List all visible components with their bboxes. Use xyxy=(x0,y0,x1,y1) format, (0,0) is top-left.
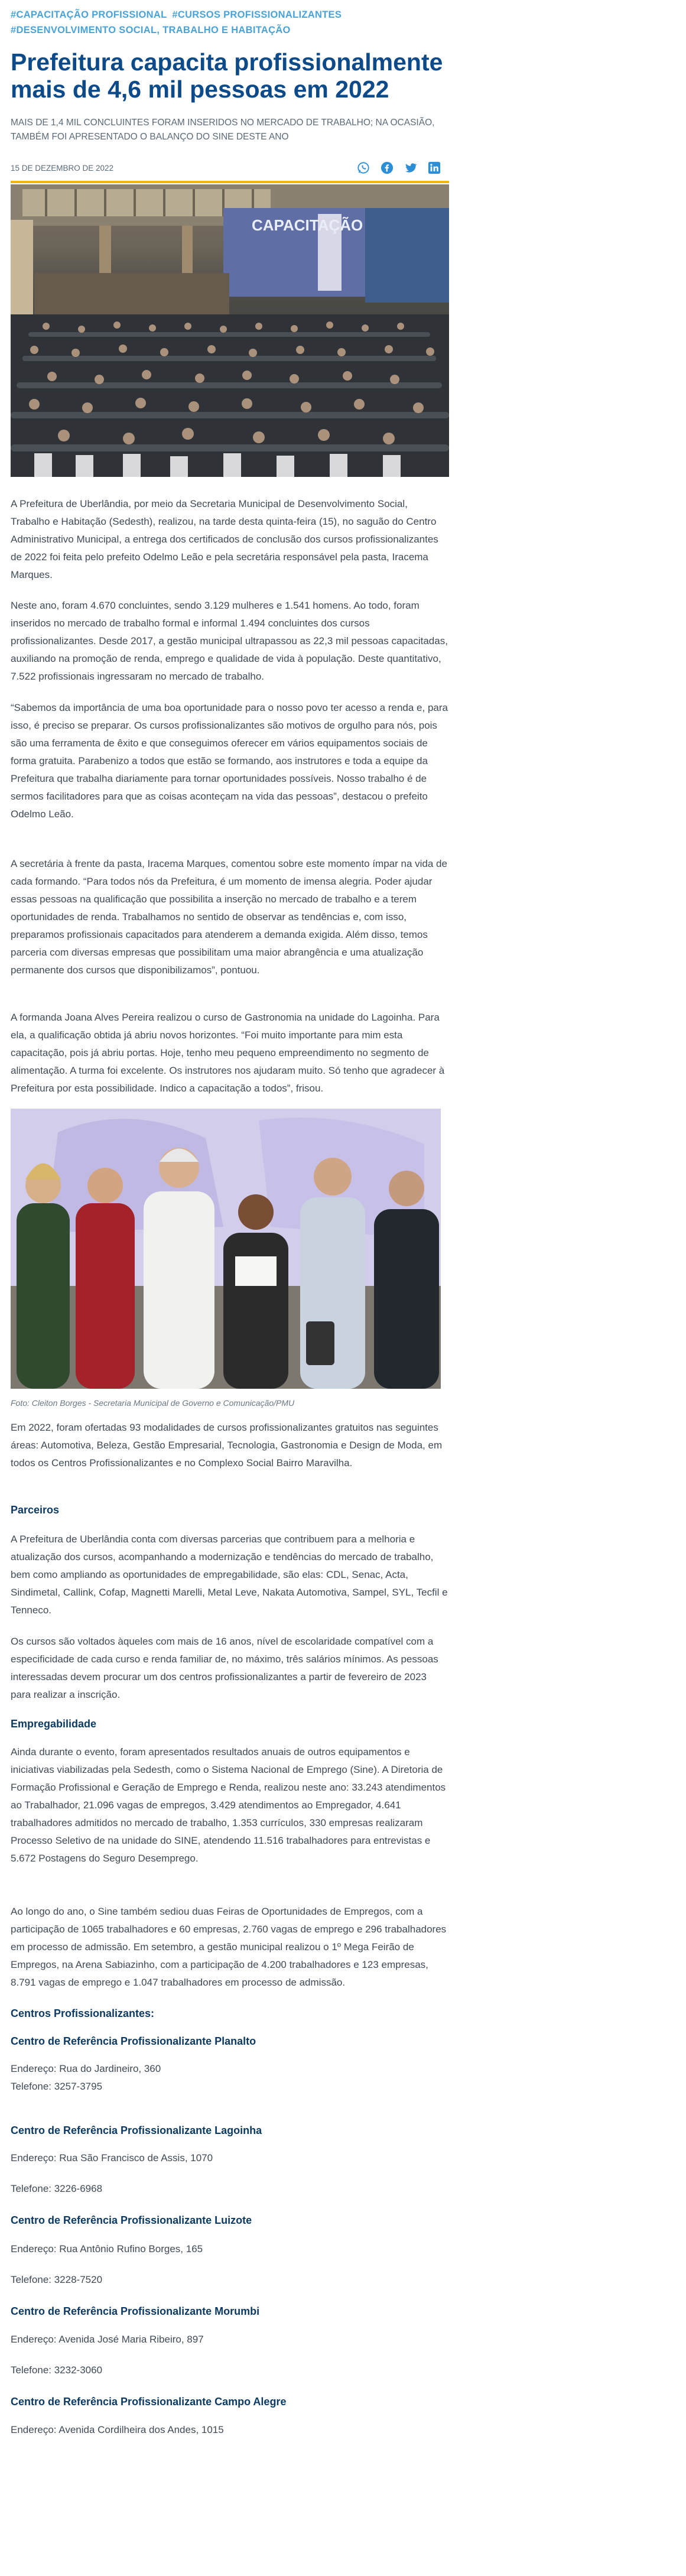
center-address: Endereço: Avenida José Maria Ribeiro, 897 xyxy=(11,2334,204,2345)
tag-link[interactable]: #DESENVOLVIMENTO SOCIAL, TRABALHO E HABITAÇÃO xyxy=(11,25,291,35)
center-luizote xyxy=(11,2213,449,2228)
paragraph-text: A secretária à frente da pasta, Iracema Marques, comentou sobre este momento ímpar na vida de cada formando. “Para todos nós da Prefeitura, é um momento de imensa alegria. Poder ajudar essas pessoas na qualificação que possibilita a inserção no mercado de trabalho e a terem oportunidades de renda. Trabalhamos no sentido de observar as tendências e, com isso, preparamos profissionais capacitados para atenderem a demanda exigida. Além disso, temos parceria com diversas empresas que possibilitam uma maior abrangência e uma atualização permanente dos cursos que disponibilizamos”, pontuou. xyxy=(11,858,447,976)
photo-caption-block xyxy=(11,1397,449,1409)
banner-text: CAPACITAÇÃO xyxy=(252,216,363,234)
paragraph-text: Ao longo do ano, o Sine também sediou duas Feiras de Oportunidades de Empregos, com a participação de 1065 trabalhadores e 60 empresas, 2.760 vagas de emprego e 296 trabalhadores em processo de admissão. Em setembro, a gestão municipal realizou o 1º Mega Feirão de Empregos, na Arena Sabiazinho, com a participação de 4.200 trabalhadores e 123 empresas, 8.791 vagas de emprego e 1.047 trabalhadores em processo de admissão. xyxy=(11,1906,447,1988)
center-address: Endereço: Rua São Francisco de Assis, 1070 xyxy=(11,2152,213,2164)
paragraph-text: Neste ano, foram 4.670 concluintes, sendo 3.129 mulheres e 1.541 homens. Ao todo, foram inseridos no mercado de trabalho formal e informal 1.494 concluintes dos cursos profissionalizantes. Desde 2017, a gestão municipal ultrapassou as 22,3 mil pessoas capacitadas, auxiliando na promoção de renda, emprego e qualidade de vida à população. Deste quantitativo, 7.522 profissionais ingressaram no mercado de trabalho. xyxy=(11,600,448,682)
heading-parceiros: Parceiros xyxy=(11,1504,60,1516)
center-name: Centro de Referência Profissionalizante Campo Alegre xyxy=(11,2396,287,2408)
paragraph-text: “Sabemos da importância de uma boa oportunidade para o nosso povo ter acesso a renda e, para isso, é preciso se preparar. Os cursos profissionalizantes são motivos de orgulho para nós, pois são uma ferramenta de êxito e que conseguimos oferecer em vários equipamentos sociais de forma gratuita. Parabenizo a todos que estão se formando, aos instrutores e toda a equipe da Prefeitura que trabalha diariamente para tornar oportunidades possíveis. Nosso trabalho é de sermos facilitadores para que as coisas aconteçam na vida das pessoas”, destacou o prefeito Odelmo Leão. xyxy=(11,702,448,820)
paragraph-2 xyxy=(11,597,449,686)
heading-centros: Centros Profissionalizantes: xyxy=(11,2007,155,2019)
center-name: Centro de Referência Profissionalizante Luizote xyxy=(11,2214,252,2226)
article xyxy=(11,0,449,2435)
article-subtitle: MAIS DE 1,4 MIL CONCLUINTES FORAM INSERIDOS NO MERCADO DE TRABALHO; NA OCASIÃO, TAMBÉM FOI APRESENTADO O BALANÇO DO SINE DESTE ANO xyxy=(11,118,435,142)
paragraph-text: Os cursos são voltados àqueles com mais de 16 anos, nível de escolaridade compatível com a especificidade de cada curso e renda familiar de, no máximo, três salários mínimos. As pessoas interessadas devem procurar um dos centros profissionalizantes a partir de fevereiro de 2023 para realizar a inscrição. xyxy=(11,1636,438,1700)
center-campo-alegre xyxy=(11,2394,449,2409)
paragraph-4 xyxy=(11,855,449,979)
center-morumbi xyxy=(11,2304,449,2319)
paragraph-text: A formanda Joana Alves Pereira realizou o curso de Gastronomia na unidade do Lagoinha. Para ela, a qualificação obtida já abriu novos horizontes. “Foi muito importante para mim esta capacitação, pois já abriu portas. Hoje, tenho meu pequeno empreendimento no segmento de alimentação. A turma foi excelente. Os instrutores nos ajudaram muito. Só tenho que agradecer à Prefeitura por esta possibilidade. Indico a capacitação a todos”, frisou. xyxy=(11,1012,445,1094)
center-phone: Telefone: 3228-7520 xyxy=(11,2274,103,2285)
center-lagoinha-address-block xyxy=(11,2149,449,2167)
ceremony-hall-photo xyxy=(11,184,449,477)
photo-caption: Foto: Cleiton Borges - Secretaria Municipal de Governo e Comunicação/PMU xyxy=(11,1398,295,1408)
paragraph-text: Em 2022, foram ofertadas 93 modalidades de cursos profissionalizantes gratuitos nas seguintes áreas: Automotiva, Beleza, Gestão Empresarial, Tecnologia, Gastronomia e Design de Moda, em todos os Centros Profissionalizantes e no Complexo Social Bairro Maravilha. xyxy=(11,1422,443,1469)
heading-empregabilidade: Empregabilidade xyxy=(11,1718,97,1730)
paragraph-7 xyxy=(11,1531,449,1619)
center-name: Centro de Referência Profissionalizante Morumbi xyxy=(11,2305,260,2317)
center-phone: Telefone: 3232-3060 xyxy=(11,2364,103,2376)
center-lagoinha-phone-block xyxy=(11,2180,449,2198)
center-address: Endereço: Rua Antônio Rufino Borges, 165 xyxy=(11,2243,203,2255)
paragraph-3 xyxy=(11,699,449,823)
paragraph-1 xyxy=(11,495,449,584)
center-luizote-address-block xyxy=(11,2240,449,2258)
article-title: Prefeitura capacita profissionalmente mais de 4,6 mil pessoas em 2022 xyxy=(11,48,443,103)
heading-centros-block xyxy=(11,2006,449,2021)
article-meta xyxy=(11,161,449,175)
center-name: Centro de Referência Profissionalizante Planalto xyxy=(11,2035,256,2047)
paragraph-10 xyxy=(11,1903,449,1992)
tag-link[interactable]: #CAPACITAÇÃO PROFISSIONAL xyxy=(11,9,167,20)
paragraph-text: Ainda durante o evento, foram apresentados resultados anuais de outros equipamentos e iniciativas viabilizadas pela Sedesth, como o Sistema Nacional de Emprego (Sine). A Diretoria de Formação Profissional e Geração de Emprego e Renda, realizou neste ano: 33.243 atendimentos ao Trabalhador, 21.096 vagas de empregos, 3.429 atendimentos ao Empregador, 4.641 trabalhadores admitidos no mercado de trabalho, 1.353 currículos, 330 empresas realizaram Processo Seletivo de na unidade do SINE, atendendo 11.516 trabalhadores para entrevistas e 5.672 Postagens do Seguro Desemprego. xyxy=(11,1746,446,1864)
heading-empregabilidade-block xyxy=(11,1716,449,1732)
facebook-icon[interactable] xyxy=(381,161,394,174)
whatsapp-icon[interactable] xyxy=(357,161,370,174)
center-morumbi-phone-block xyxy=(11,2361,449,2379)
linkedin-icon[interactable] xyxy=(428,161,441,174)
certificate-photo xyxy=(11,1109,441,1389)
center-morumbi-address-block xyxy=(11,2331,449,2348)
center-campo-alegre-address-block xyxy=(11,2421,449,2439)
article-date: 15 DE DEZEMBRO DE 2022 xyxy=(11,163,114,173)
paragraph-9 xyxy=(11,1743,449,1867)
center-luizote-phone-block xyxy=(11,2271,449,2289)
center-lagoinha xyxy=(11,2123,449,2138)
center-address: Endereço: Rua do Jardineiro, 360 xyxy=(11,2063,161,2074)
paragraph-6 xyxy=(11,1419,449,1472)
center-planalto xyxy=(11,2033,449,2049)
tag-link[interactable]: #CURSOS PROFISSIONALIZANTES xyxy=(172,9,342,20)
twitter-icon[interactable] xyxy=(404,161,417,174)
paragraph-5 xyxy=(11,1009,449,1097)
center-planalto-details xyxy=(11,2060,449,2096)
photo-block xyxy=(11,1109,449,1389)
paragraph-text: A Prefeitura de Uberlândia, por meio da Secretaria Municipal de Desenvolvimento Social, Trabalho e Habitação (Sedesth), realizou, na tarde desta quinta-feira (15), no saguão do Centro Administrativo Municipal, a entrega dos certificados de conclusão dos cursos profissionalizantes de 2022 foi feita pelo prefeito Odelmo Leão e pela secretária responsável pela pasta, Iracema Marques. xyxy=(11,498,438,580)
paragraph-8 xyxy=(11,1633,449,1704)
article-tags xyxy=(11,7,449,38)
paragraph-text: A Prefeitura de Uberlândia conta com diversas parcerias que contribuem para a melhoria e atualização dos cursos, acompanhando a modernização e tendências do mercado de trabalho, bem como ampliando as oportunidades de empregabilidade, são elas: CDL, Senac, Acta, Sindimetal, Callink, Cofap, Magnetti Marelli, Metal Leve, Nakata Automotiva, Sampel, SYL, Tecfil e Tenneco. xyxy=(11,1534,448,1616)
center-phone: Telefone: 3226-6968 xyxy=(11,2183,103,2194)
share-buttons xyxy=(357,161,441,174)
center-name: Centro de Referência Profissionalizante Lagoinha xyxy=(11,2125,262,2136)
center-address: Endereço: Avenida Cordilheira dos Andes, 1015 xyxy=(11,2424,224,2435)
center-phone: Telefone: 3257-3795 xyxy=(11,2081,103,2092)
accent-divider xyxy=(11,181,449,183)
heading-parceiros-block xyxy=(11,1502,449,1518)
